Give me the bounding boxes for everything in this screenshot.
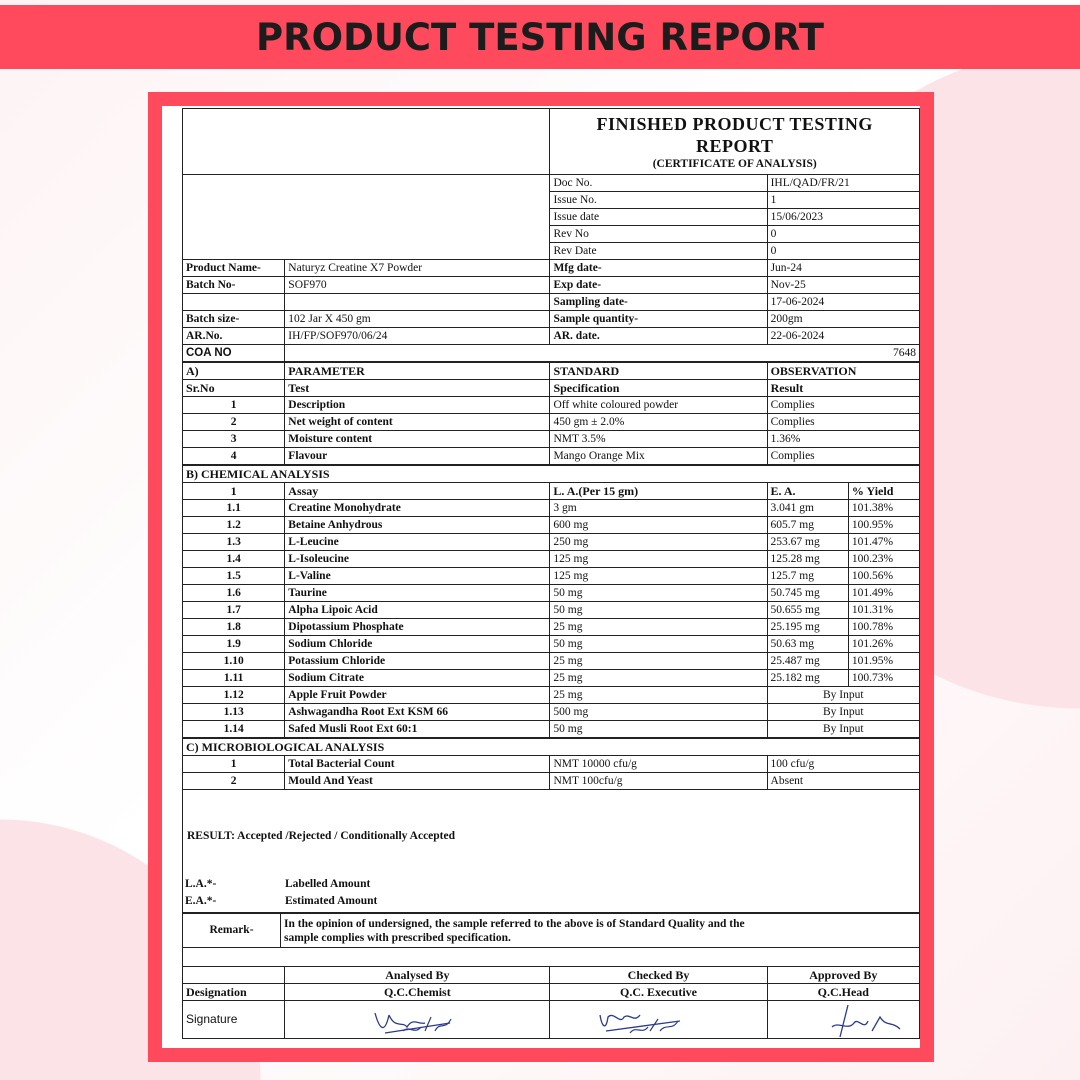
logo-area bbox=[183, 109, 550, 175]
report-frame bbox=[148, 92, 934, 1062]
signature-icon bbox=[550, 1001, 758, 1039]
table-row: 1.6 Taurine 50 mg 50.745 mg 101.49% bbox=[183, 585, 920, 602]
table-row: 2 Net weight of content 450 gm ± 2.0% Complies bbox=[183, 414, 920, 431]
table-row: 1.7 Alpha Lipoic Acid 50 mg 50.655 mg 101.31% bbox=[183, 602, 920, 619]
head-signature bbox=[767, 1001, 919, 1039]
signature-icon bbox=[285, 1001, 539, 1039]
table-row: 1.13 Ashwagandha Root Ext KSM 66 500 mg By Input bbox=[183, 704, 920, 721]
result-area bbox=[182, 790, 920, 913]
table-row: 1 Total Bacterial Count NMT 10000 cfu/g 100 cfu/g bbox=[183, 756, 920, 773]
remark-text: In the opinion of undersigned, the sample referred to the above is of Standard Quality and the sample complies with prescribed specification. bbox=[281, 914, 920, 948]
chemist-signature bbox=[285, 1001, 550, 1039]
table-row: 1.14 Safed Musli Root Ext 60:1 50 mg By Input bbox=[183, 721, 920, 738]
chemical-analysis-table: B) CHEMICAL ANALYSIS 1 Assay L. A.(Per 15 gm) E. A. % Yield 1.1 Creatine Monohydrate 3 gm 3.041 gm 101.38% 1.2 Betaine Anhydrous 600 mg 605.7 mg 100.95% 1.3 L-Leucine 250 mg 253.67 mg 101.47% 1.4 L-Isoleucine 125 mg 125.28 mg 100.23% 1.5 L-Valine 125 mg 125.7 mg 100.56% 1.6 Taurine 50 mg 50.745 mg 101.49% 1.7 Alpha Lipoic Acid 50 mg 50.655 mg 101.31% 1.8 Dipotassium Phosphate 25 mg 25.195 mg 100.78% 1.9 Sodium Chloride 50 mg 50.63 mg 101.26% 1.10 Potassium Chloride 25 mg 25.487 mg 101.95% 1.11 Sodium Citrate 25 mg 25.182 mg 100.73% 1.12 Apple Fruit Powder 25 mg By Input 1.13 Ashwagandha Root Ext KSM 66 500 mg By Input 1.14 Safed Musli Root Ext 60:1 50 mg By Input bbox=[182, 465, 920, 738]
header-banner bbox=[0, 5, 1080, 69]
coa-number: 7648 bbox=[285, 345, 920, 362]
signature-icon bbox=[768, 1001, 914, 1039]
physical-parameters-table: A) PARAMETER STANDARD OBSERVATION Sr.No Test Specification Result 1 Description Off white coloured powder Complies 2 Net weight of content 450 gm ± 2.0% Complies 3 Moisture content NMT 3.5% 1.36% 4 Flavour Mango Orange Mix Complies bbox=[182, 362, 920, 465]
report-title: FINISHED PRODUCT TESTING REPORT (CERTIFICATE OF ANALYSIS) bbox=[550, 109, 920, 175]
table-row: 3 Moisture content NMT 3.5% 1.36% bbox=[183, 431, 920, 448]
ea-legend: E.A.*- Estimated Amount bbox=[185, 895, 378, 907]
table-row: 1.4 L-Isoleucine 125 mg 125.28 mg 100.23% bbox=[183, 551, 920, 568]
table-row: 4 Flavour Mango Orange Mix Complies bbox=[183, 448, 920, 465]
blank-header-area bbox=[183, 175, 550, 260]
table-row: 1.1 Creatine Monohydrate 3 gm 3.041 gm 101.38% bbox=[183, 500, 920, 517]
product-name: Naturyz Creatine X7 Powder bbox=[285, 260, 550, 277]
header-table: FINISHED PRODUCT TESTING REPORT (CERTIFICATE OF ANALYSIS) Doc No. IHL/QAD/FR/21 Issue No. 1 Issue date 15/06/2023 Rev No 0 Rev Date 0 Product Name- Naturyz Creatine X7 Powder Mfg date- Jun-24 Batch No- SOF970 Exp date- Nov-25 Sampling date- 17-06-2024 Batch size- 102 Jar X 450 gm Sample quantity- 200gm AR.No. IH/FP/SOF970/06/24 AR. date. 22-06-2024 COA NO 7648 bbox=[182, 108, 920, 362]
result-statement: RESULT: Accepted /Rejected / Conditionally Accepted bbox=[187, 830, 455, 842]
table-row: 1.12 Apple Fruit Powder 25 mg By Input bbox=[183, 687, 920, 704]
signoff-table: Analysed By Checked By Approved By Designation Q.C.Chemist Q.C. Executive Q.C.Head Signature bbox=[182, 966, 920, 1039]
microbiological-analysis-table: C) MICROBIOLOGICAL ANALYSIS 1 Total Bacterial Count NMT 10000 cfu/g 100 cfu/g 2 Mould And Yeast NMT 100cfu/g Absent bbox=[182, 738, 920, 790]
remark-table: Remark- In the opinion of undersigned, the sample referred to the above is of Standard Quality and the sample complies with prescribed specification. bbox=[182, 913, 920, 948]
executive-signature bbox=[550, 1001, 767, 1039]
banner-title: PRODUCT TESTING REPORT bbox=[256, 15, 824, 59]
table-row: 1.2 Betaine Anhydrous 600 mg 605.7 mg 100.95% bbox=[183, 517, 920, 534]
table-row: 1.8 Dipotassium Phosphate 25 mg 25.195 mg 100.78% bbox=[183, 619, 920, 636]
table-row: 1.10 Potassium Chloride 25 mg 25.487 mg 101.95% bbox=[183, 653, 920, 670]
table-row: 1 Description Off white coloured powder Complies bbox=[183, 397, 920, 414]
batch-no: SOF970 bbox=[285, 277, 550, 294]
table-row: 1.3 L-Leucine 250 mg 253.67 mg 101.47% bbox=[183, 534, 920, 551]
coa-document bbox=[182, 108, 920, 1039]
table-row: 1.9 Sodium Chloride 50 mg 50.63 mg 101.26% bbox=[183, 636, 920, 653]
table-row: 2 Mould And Yeast NMT 100cfu/g Absent bbox=[183, 773, 920, 790]
table-row: 1.11 Sodium Citrate 25 mg 25.182 mg 100.73% bbox=[183, 670, 920, 687]
la-legend: L.A.*- Labelled Amount bbox=[185, 878, 371, 890]
table-row: 1.5 L-Valine 125 mg 125.7 mg 100.56% bbox=[183, 568, 920, 585]
